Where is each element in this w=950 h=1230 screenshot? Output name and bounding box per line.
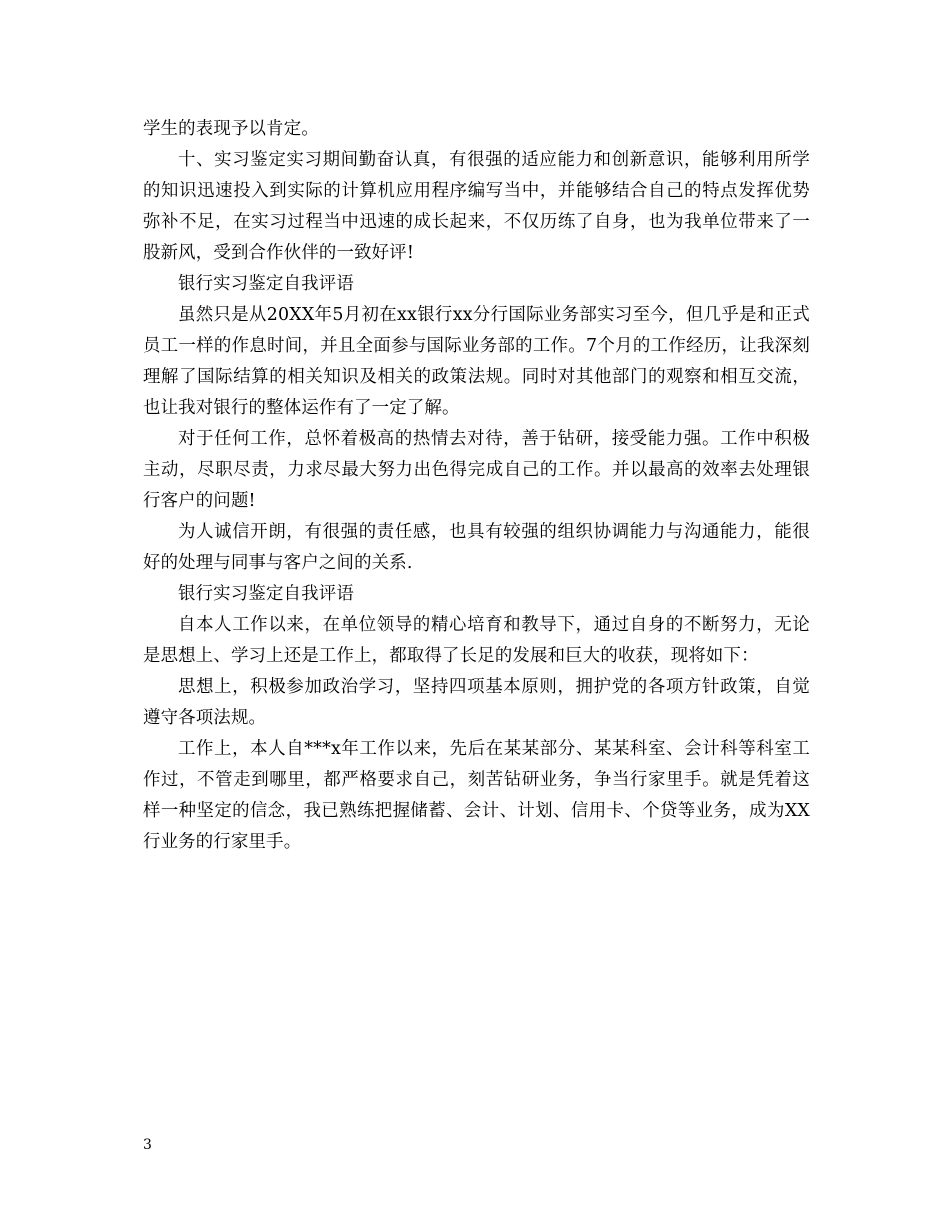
paragraph-work-experience: 工作上，本人自***x年工作以来，先后在某某部分、某某科室、会计科等科室工作过，不管走到哪里，都严格要求自己，刻苦钻研业务，争当行家里手。就是凭着这样一种坚定的信念，我已熟练把握储蓄、会计、计划、信用卡、个贷等业务，成为XX行业务的行家里手。 [143,739,810,852]
paragraph-internship-evaluation-ten: 十、实习鉴定实习期间勤奋认真，有很强的适应能力和创新意识，能够利用所学的知识迅速投入到实际的计算机应用程序编写当中，并能够结合自己的特点发挥优势弥补不足，在实习过程当中迅速的成长起来，不仅历练了自身，也为我单位带来了一股新风，受到合作伙伴的一致好评! [143,150,810,263]
paragraph-ideology: 思想上，积极参加政治学习，坚持四项基本原则，拥护党的各项方针政策，自觉遵守各项法规。 [143,677,810,728]
section-heading-bank-evaluation-1: 银行实习鉴定自我评语 [178,274,354,294]
paragraph-work-attitude: 对于任何工作，总怀着极高的热情去对待，善于钻研，接受能力强。工作中积极主动，尽职尽责，力求尽最大努力出色得完成自己的工作。并以最高的效率去处理银行客户的问题! [143,429,810,511]
paragraph-self-summary-intro: 自本人工作以来，在单位领导的精心培育和教导下，通过自身的不断努力，无论是思想上、学习上还是工作上，都取得了长足的发展和巨大的收获，现将如下： [143,615,810,666]
paragraph-continuation: 学生的表现予以肯定。 [143,119,319,139]
page-number: 3 [143,1137,152,1153]
paragraph-internship-period: 虽然只是从20XX年5月初在xx银行xx分行国际业务部实习至今，但几乎是和正式员工一样的作息时间，并且全面参与国际业务部的工作。7个月的工作经历，让我深刻理解了国际结算的相关知识及相关的政策法规。同时对其他部门的观察和相互交流，也让我对银行的整体运作有了一定了解。 [143,305,810,418]
section-heading-bank-evaluation-2: 银行实习鉴定自我评语 [178,584,354,604]
paragraph-personality: 为人诚信开朗，有很强的责任感，也具有较强的组织协调能力与沟通能力，能很好的处理与同事与客户之间的关系. [143,522,810,573]
document-body [143,114,810,858]
